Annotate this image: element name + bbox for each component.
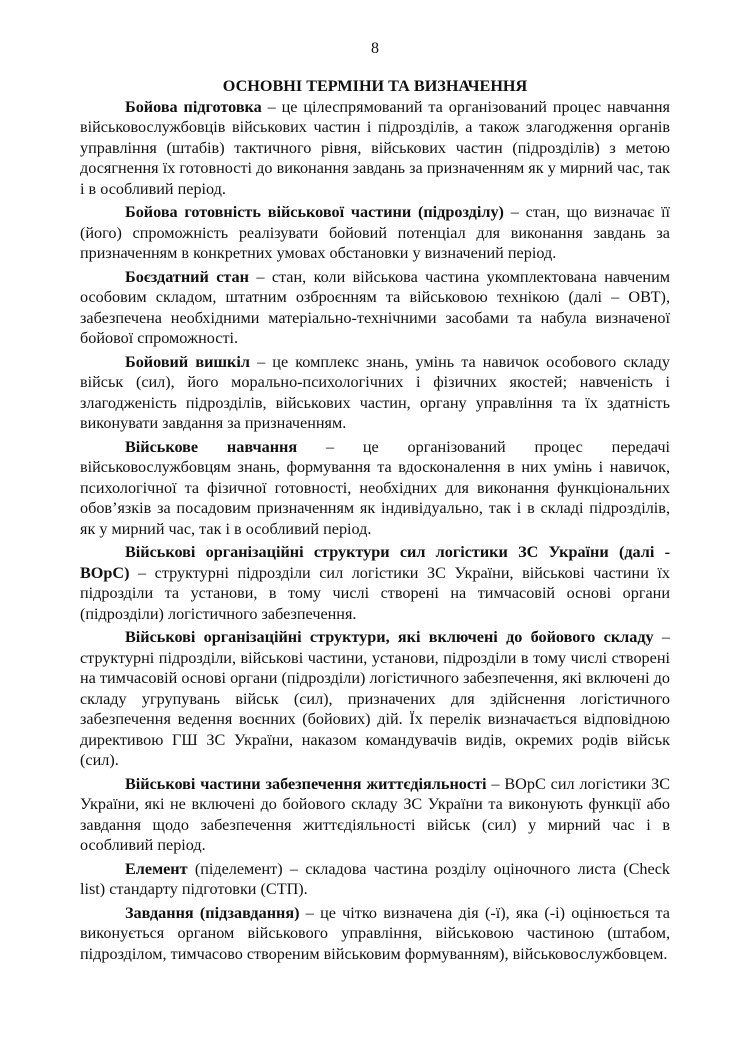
definition-term: Військові організаційні структури сил логістики ЗС України (далі - ВОрС) [80,543,670,582]
page-number: 8 [371,40,379,57]
definition-paragraph [80,97,670,200]
definition-paragraph [80,774,670,856]
definition-term: Завдання (підзавдання) [125,903,300,922]
definition-text: – ВОрС сил логістики ЗС України, які не включені до бойового складу ЗС України та виконують функції або завдання щодо забезпечення життєдіяльності військ (сил) у мирний час і в особливий період. [80,774,671,854]
definition-paragraph [80,437,670,540]
definition-term: Елемент [125,859,188,878]
definition-text: – стан, що визначає її (його) спроможність реалізувати бойовий потенціал для виконання завдань за призначенням в конкретних умовах обстановки у визначений період. [80,203,671,262]
definition-text: (піделемент) – складова частина розділу оціночного листа (Check list) стандарту підготовки (СТП). [80,859,670,898]
definition-text: – структурні підрозділи сил логістики ЗС України, військові частини їх підрозділи та установи, в тому числі створені на тимчасовій основі органи (підрозділи) логістичного забезпечення. [80,563,670,623]
definition-text: – стан, коли військова частина укомплектована навченим особовим складом, штатним озброєнням та військовою технікою (далі – ОВТ), забезпечена необхідними матеріально-технічними засобами та набула визначеної бойової спроможності. [80,267,670,347]
definition-paragraph [80,267,670,349]
definition-term: Військові організаційні структури, які включені до бойового складу [125,628,654,646]
definition-term: Бойова підготовка [125,97,262,116]
definition-paragraph [80,627,670,771]
definition-text: – це комплекс знань, умінь та навичок особового складу військ (сил), його морально-психологічних і фізичних якостей; навченість і злагодженість підрозділів, військових частин, органу управління та їх здатність виконувати завдання за призначенням. [80,352,670,432]
definition-paragraph [80,202,670,264]
page-title: ОСНОВНІ ТЕРМІНИ ТА ВИЗНАЧЕННЯ [222,77,528,95]
definition-text: – це чітко визначена дія (-ї), яка (-і) оцінюється та виконується органом військового управління, військовою частиною (штабом, підрозділом, тимчасово створеним військовим формуванням), військовослужбовцем. [80,903,670,963]
definition-term: Боєздатний стан [125,267,249,286]
definition-paragraph [80,542,670,624]
definition-text: – це цілеспрямований та організований процес навчання військовослужбовців військових частин і підрозділів, а також злагодження органів управління (штабів) тактичного рівня, військових частин (підрозділів) з метою досягнення їх готовності до виконання завдань за призначенням як у мирний час, так і в особливий період. [80,97,670,198]
definition-term: Бойова готовність військової частини (підрозділу) [125,203,504,221]
definition-term: Військове навчання [125,437,298,456]
definition-term: Бойовий вишкіл [125,352,250,371]
definition-term: Військові частини забезпечення життєдіяльності [125,774,487,793]
definition-paragraph [80,859,670,900]
definition-paragraph [80,352,670,434]
definition-text: – структурні підрозділи, військові частини, установи, підрозділи в тому числі створені на тимчасовій основі органи (підрозділи) логістичного забезпечення, які включені до складу угрупувань військ (сил), призначених для здійснення логістичного забезпечення ведення воєнних (бойових) дій. Їх перелік визначається відповідною директивою ГШ ЗС України, наказом командувачів видів, окремих родів військ (сил). [80,628,671,769]
definition-text: – це організований процес передачі військовослужбовцям знань, формування та вдосконалення в них умінь і навичок, психологічної та фізичної готовності, необхідних для виконання функціональних обов’язків за посадовим призначенням як індивідуально, так і в складі підрозділів, як у мирний час, так і в особливий період. [80,437,670,538]
definition-paragraph [80,903,670,965]
document-body [80,76,670,967]
